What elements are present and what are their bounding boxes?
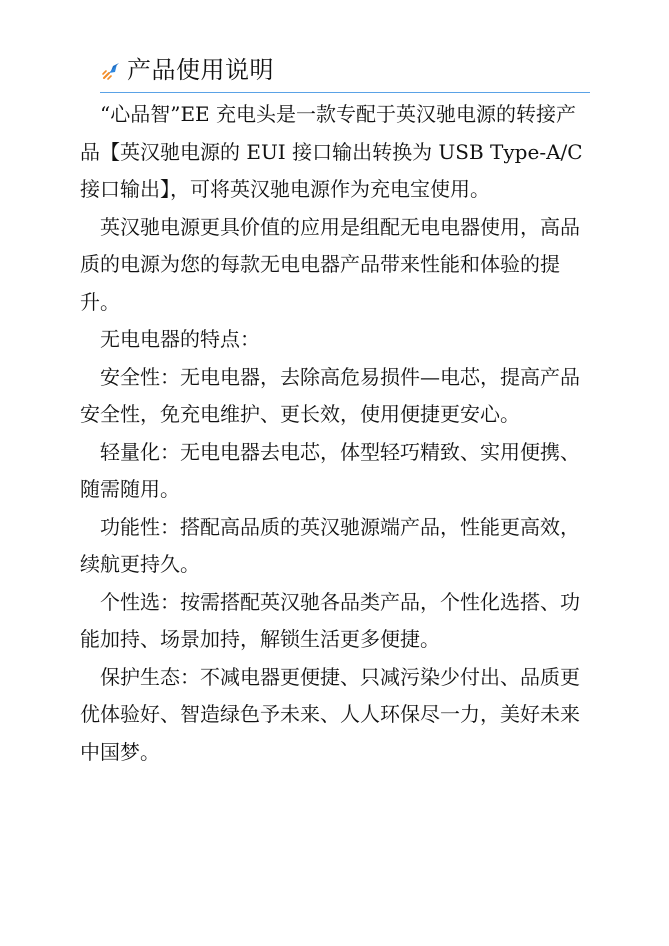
- rocket-icon: [100, 60, 122, 82]
- feature-safety: 安全性：无电电器，去除高危易损件—电芯，提高产品安全性，免充电维护、更长效，使用便捷更安心。: [80, 364, 580, 426]
- feature-ecology: 保护生态：不减电器更便捷、只减污染少付出、品质更优体验好、智造绿色予未来、人人环保尽一力，美好未来中国梦。: [80, 664, 580, 764]
- page-title: 产品使用说明: [127, 56, 274, 84]
- features-heading: 无电电器的特点：: [100, 327, 260, 351]
- feature-personalization: 个性选：按需搭配英汉驰各品类产品，个性化选搭、功能加持、场景加持，解锁生活更多便捷。: [80, 589, 580, 651]
- feature-lightweight: 轻量化：无电电器去电芯，体型轻巧精致、实用便携、随需随用。: [80, 439, 580, 501]
- intro-paragraph: “心品智”EE 充电头是一款专配于英汉驰电源的转接产品【英汉驰电源的 EUI 接口输出转换为 USB Type-A/C 接口输出】，可将英汉驰电源作为充电宝使用。: [80, 102, 583, 201]
- value-paragraph: 英汉驰电源更具价值的应用是组配无电电器使用，高品质的电源为您的每款无电电器产品带来性能和体验的提升。: [80, 214, 580, 314]
- feature-functionality: 功能性：搭配高品质的英汉驰源端产品，性能更高效，续航更持久。: [80, 514, 580, 576]
- body-text: [80, 96, 590, 771]
- section-heading: [100, 52, 590, 93]
